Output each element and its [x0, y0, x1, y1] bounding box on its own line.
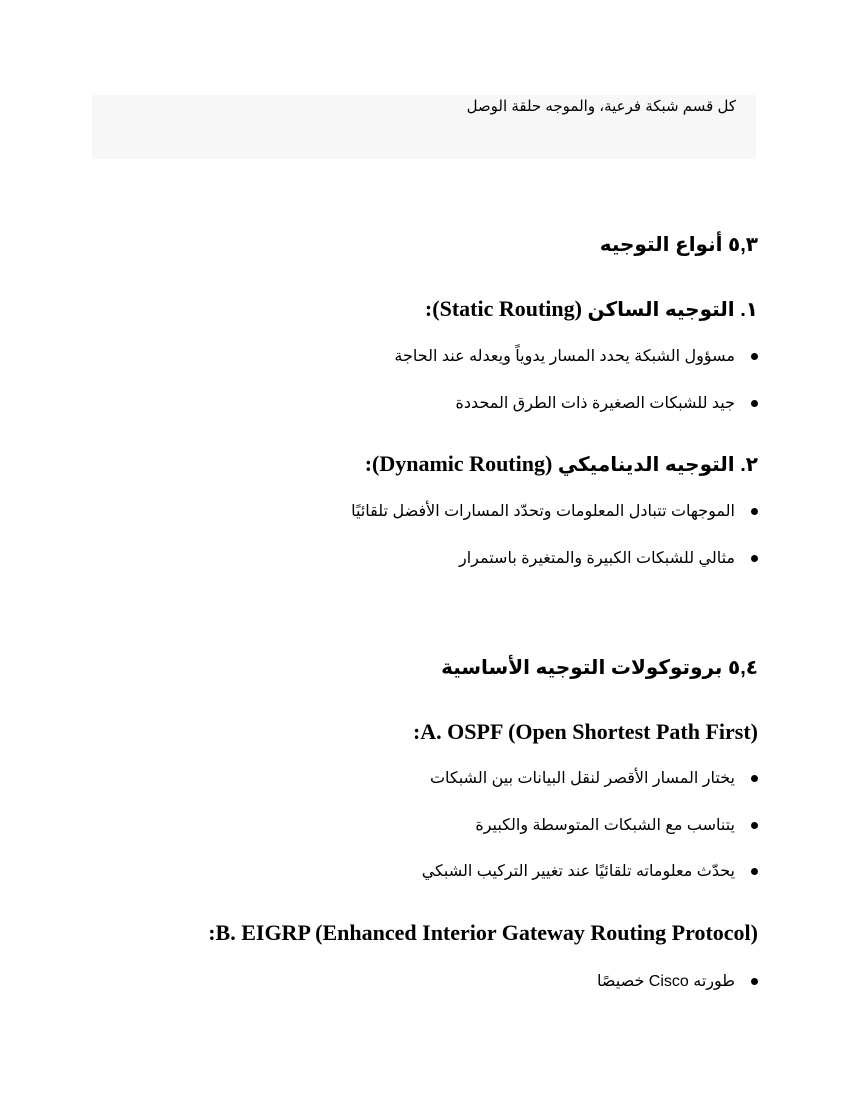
continuation-text: كل قسم شبكة فرعية، والموجه حلقة الوصل	[466, 98, 736, 115]
dynamic-routing-heading	[365, 451, 758, 477]
dynamic-routing-heading-en: (Dynamic Routing):	[364, 451, 553, 476]
static-routing-heading-ar: ١. التوجيه الساكن	[587, 299, 758, 321]
eigrp-heading: :B. EIGRP (Enhanced Interior Gateway Routing Protocol)	[208, 920, 758, 945]
bullet-icon	[751, 353, 758, 360]
list-item: طورته Cisco خصيصًا	[597, 971, 758, 991]
list-item: مثالي للشبكات الكبيرة والمتغيرة باستمرار	[459, 548, 758, 568]
bullet-icon	[751, 555, 758, 562]
bullet-icon	[751, 775, 758, 782]
static-routing-heading	[425, 296, 758, 322]
bullet-icon	[751, 868, 758, 875]
bullet-icon	[751, 822, 758, 829]
ospf-heading: :A. OSPF (Open Shortest Path First)	[412, 719, 758, 744]
bullet-icon	[751, 978, 758, 985]
list-item: مسؤول الشبكة يحدد المسار يدوياً ويعدله عند الحاجة	[394, 346, 758, 366]
list-item: يختار المسار الأقصر لنقل البيانات بين الشبكات	[430, 768, 758, 788]
dynamic-routing-heading-ar: ٢. التوجيه الديناميكي	[557, 454, 758, 476]
continuation-box	[92, 95, 756, 159]
list-item: الموجهات تتبادل المعلومات وتحدّد المسارات الأفضل تلقائيًا	[351, 501, 758, 521]
static-routing-heading-en: (Static Routing):	[424, 296, 582, 321]
bullet-icon	[751, 400, 758, 407]
section-heading-routing-types: ٥,٣ أنواع التوجيه	[599, 234, 758, 256]
bullet-icon	[751, 508, 758, 515]
section-heading-routing-protocols: ٥,٤ بروتوكولات التوجيه الأساسية	[441, 657, 758, 679]
list-item: يتناسب مع الشبكات المتوسطة والكبيرة	[475, 815, 758, 835]
list-item: يحدّث معلوماته تلقائيًا عند تغيير التركيب الشبكي	[422, 861, 758, 881]
list-item: جيد للشبكات الصغيرة ذات الطرق المحددة	[456, 393, 758, 413]
